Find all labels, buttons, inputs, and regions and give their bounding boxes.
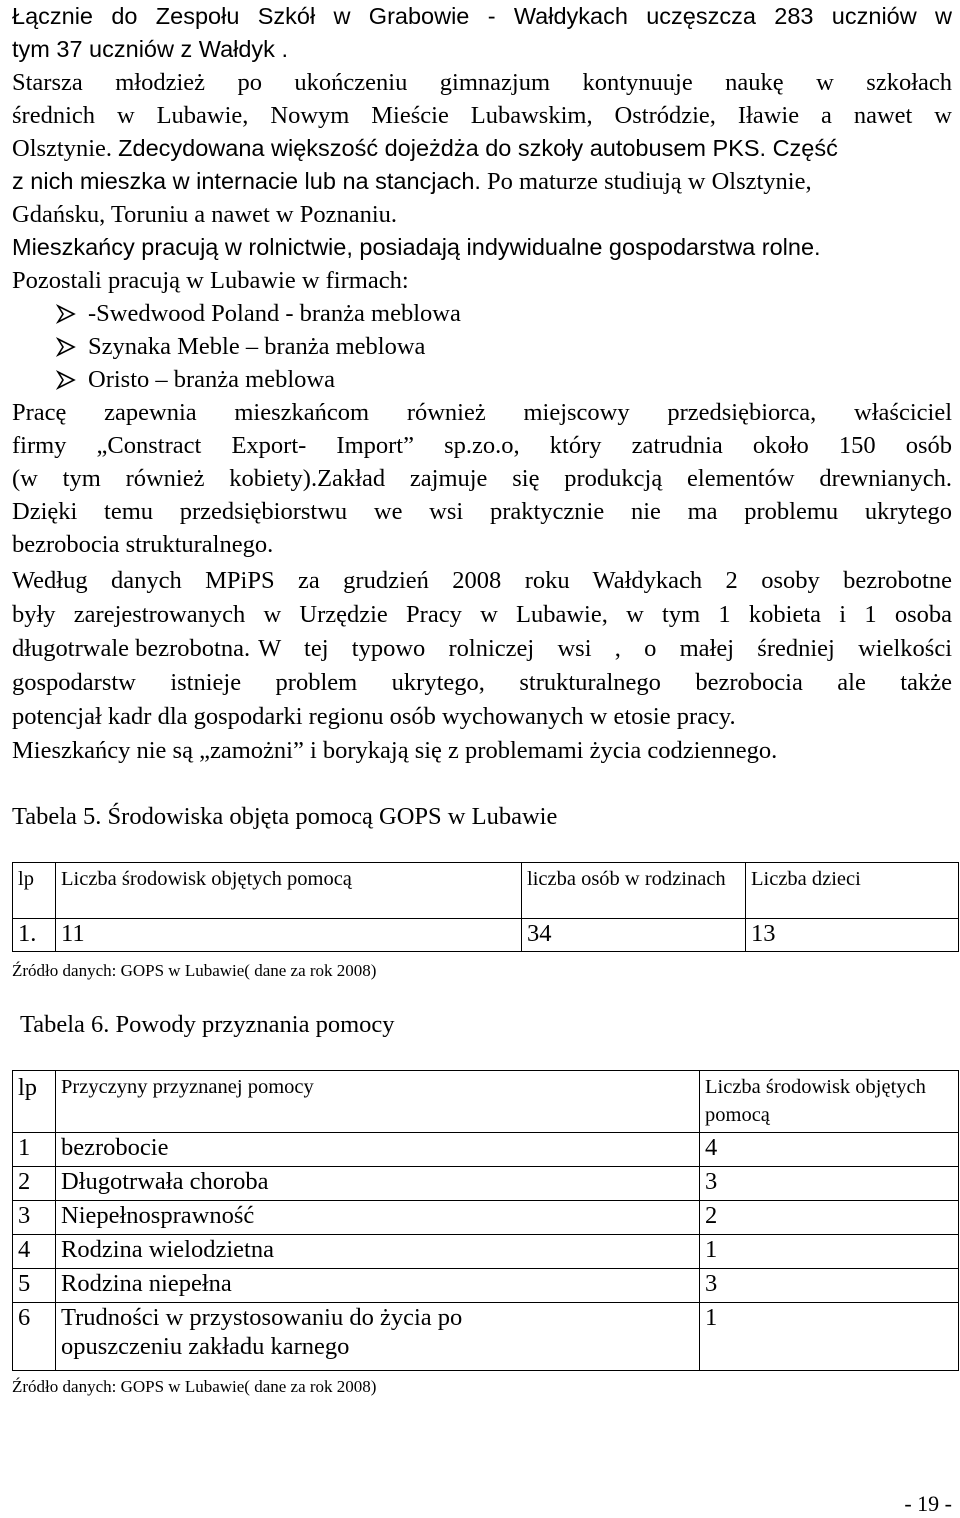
table-cell: 3 <box>13 1201 56 1235</box>
paragraph-line: tym 37 uczniów z Wałdyk . <box>12 36 288 62</box>
table-cell: Trudności w przystosowaniu do życia po opuszczeniu zakładu karnego <box>56 1303 700 1371</box>
paragraph-segment: W tej typowo rolniczej wsi , o małej średniej wielkości <box>258 635 952 662</box>
table-row <box>13 1303 959 1371</box>
paragraph-line: Łącznie do Zespołu Szkół w Grabowie - Wałdykach uczęszcza 283 uczniów w <box>12 3 952 29</box>
table-cell: 1 <box>700 1303 959 1371</box>
paragraph-line <box>12 132 838 165</box>
paragraph-line: gospodarstw istnieje problem ukrytego, strukturalnego bezrobocia ale także <box>12 669 952 696</box>
paragraph-segment: z nich mieszka w internacie lub na stancjach. <box>12 168 481 194</box>
table-row <box>13 1201 959 1235</box>
paragraph-line <box>12 165 812 198</box>
table-cell: Rodzina wielodzietna <box>56 1235 700 1269</box>
table-header-cell: Przyczyny przyznanej pomocy <box>56 1071 700 1133</box>
table-cell: Długotrwała choroba <box>56 1167 700 1201</box>
table-cell: 1. <box>13 919 56 952</box>
table-cell: 34 <box>522 919 746 952</box>
table-cell: 3 <box>700 1269 959 1303</box>
table-row <box>13 1235 959 1269</box>
table-row <box>13 1167 959 1201</box>
bullet-text: -Swedwood Poland - branża meblowa <box>88 300 461 327</box>
table-header-cell: lp <box>13 1071 56 1133</box>
table6 <box>12 1070 959 1371</box>
table5 <box>12 862 959 952</box>
paragraph-line: Dzięki temu przedsiębiorstwu we wsi praktycznie nie ma problemu ukrytego <box>12 498 952 525</box>
table-header-cell: Liczba środowisk objętych pomocą <box>700 1071 959 1133</box>
paragraph-line: Pracę zapewnia mieszkańcom również miejscowy przedsiębiorca, właściciel <box>12 399 952 426</box>
table-cell: 13 <box>746 919 959 952</box>
table-cell: 2 <box>13 1167 56 1201</box>
table6-header-row <box>13 1071 959 1133</box>
paragraph-line: Mieszkańcy nie są „zamożni” i borykają się z problemami życia codziennego. <box>12 737 778 764</box>
paragraph-line: firmy „Constract Export- Import” sp.zo.o, który zatrudnia około 150 osób <box>12 432 952 459</box>
table-cell: 3 <box>700 1167 959 1201</box>
table-cell: 5 <box>13 1269 56 1303</box>
table5-header-row <box>13 863 959 919</box>
paragraph-line <box>12 632 952 665</box>
paragraph-line: były zarejestrowanych w Urzędzie Pracy w Lubawie, w tym 1 kobieta i 1 osoba <box>12 601 952 628</box>
paragraph-segment: Olsztynie. <box>12 135 113 162</box>
table-cell: Rodzina niepełna <box>56 1269 700 1303</box>
paragraph-segment: Zdecydowana większość dojeżdża do szkoły autobusem PKS. Część <box>118 135 838 161</box>
table-cell: 4 <box>13 1235 56 1269</box>
table-row <box>13 1133 959 1167</box>
table-row <box>13 919 959 952</box>
paragraph-line: średnich w Lubawie, Nowym Mieście Lubawskim, Ostródzie, Iławie a nawet w <box>12 102 952 129</box>
paragraph-line: potencjał kadr dla gospodarki regionu osób wychowanych w etosie pracy. <box>12 703 736 730</box>
table6-source: Źródło danych: GOPS w Lubawie( dane za rok 2008) <box>12 1377 377 1396</box>
paragraph-segment: Po maturze studiują w Olsztynie, <box>487 168 812 195</box>
paragraph-line: bezrobocia strukturalnego. <box>12 531 274 558</box>
arrowhead-bullet-icon <box>50 363 86 396</box>
table5-caption: Tabela 5. Środowiska objęta pomocą GOPS w Lubawie <box>12 803 558 830</box>
table-cell: 1 <box>700 1235 959 1269</box>
bullet-text: Szynaka Meble – branża meblowa <box>88 333 426 360</box>
page-number: - 19 - <box>904 1491 952 1516</box>
paragraph-line: (w tym również kobiety).Zakład zajmuje się produkcją elementów drewnianych. <box>12 465 952 492</box>
table-cell: bezrobocie <box>56 1133 700 1167</box>
bullet-text: Oristo – branża meblowa <box>88 366 335 393</box>
paragraph-line: Według danych MPiPS za grudzień 2008 roku Wałdykach 2 osoby bezrobotne <box>12 567 952 594</box>
table-header-cell: liczba osób w rodzinach <box>522 863 746 919</box>
table-cell: 6 <box>13 1303 56 1371</box>
table-row <box>13 1269 959 1303</box>
arrowhead-bullet-icon <box>50 297 86 330</box>
table-header-cell: Liczba dzieci <box>746 863 959 919</box>
paragraph-line: Mieszkańcy pracują w rolnictwie, posiadają indywidualne gospodarstwa rolne. <box>12 234 821 260</box>
paragraph-line: Starsza młodzież po ukończeniu gimnazjum kontynuuje naukę w szkołach <box>12 69 952 96</box>
table-cell: 2 <box>700 1201 959 1235</box>
table-header-cell: lp <box>13 863 56 919</box>
table5-source: Źródło danych: GOPS w Lubawie( dane za rok 2008) <box>12 961 377 980</box>
table6-caption: Tabela 6. Powody przyznania pomocy <box>20 1011 395 1038</box>
paragraph-line: Pozostali pracują w Lubawie w firmach: <box>12 267 409 294</box>
table-header-cell: Liczba środowisk objętych pomocą <box>56 863 522 919</box>
arrowhead-bullet-icon <box>50 330 86 363</box>
table-cell: 1 <box>13 1133 56 1167</box>
table-cell: 11 <box>56 919 522 952</box>
paragraph-segment: długotrwale bezrobotna. <box>12 635 251 662</box>
paragraph-line: Gdańsku, Toruniu a nawet w Poznaniu. <box>12 201 398 228</box>
table-cell: 4 <box>700 1133 959 1167</box>
table-cell: Niepełnosprawność <box>56 1201 700 1235</box>
